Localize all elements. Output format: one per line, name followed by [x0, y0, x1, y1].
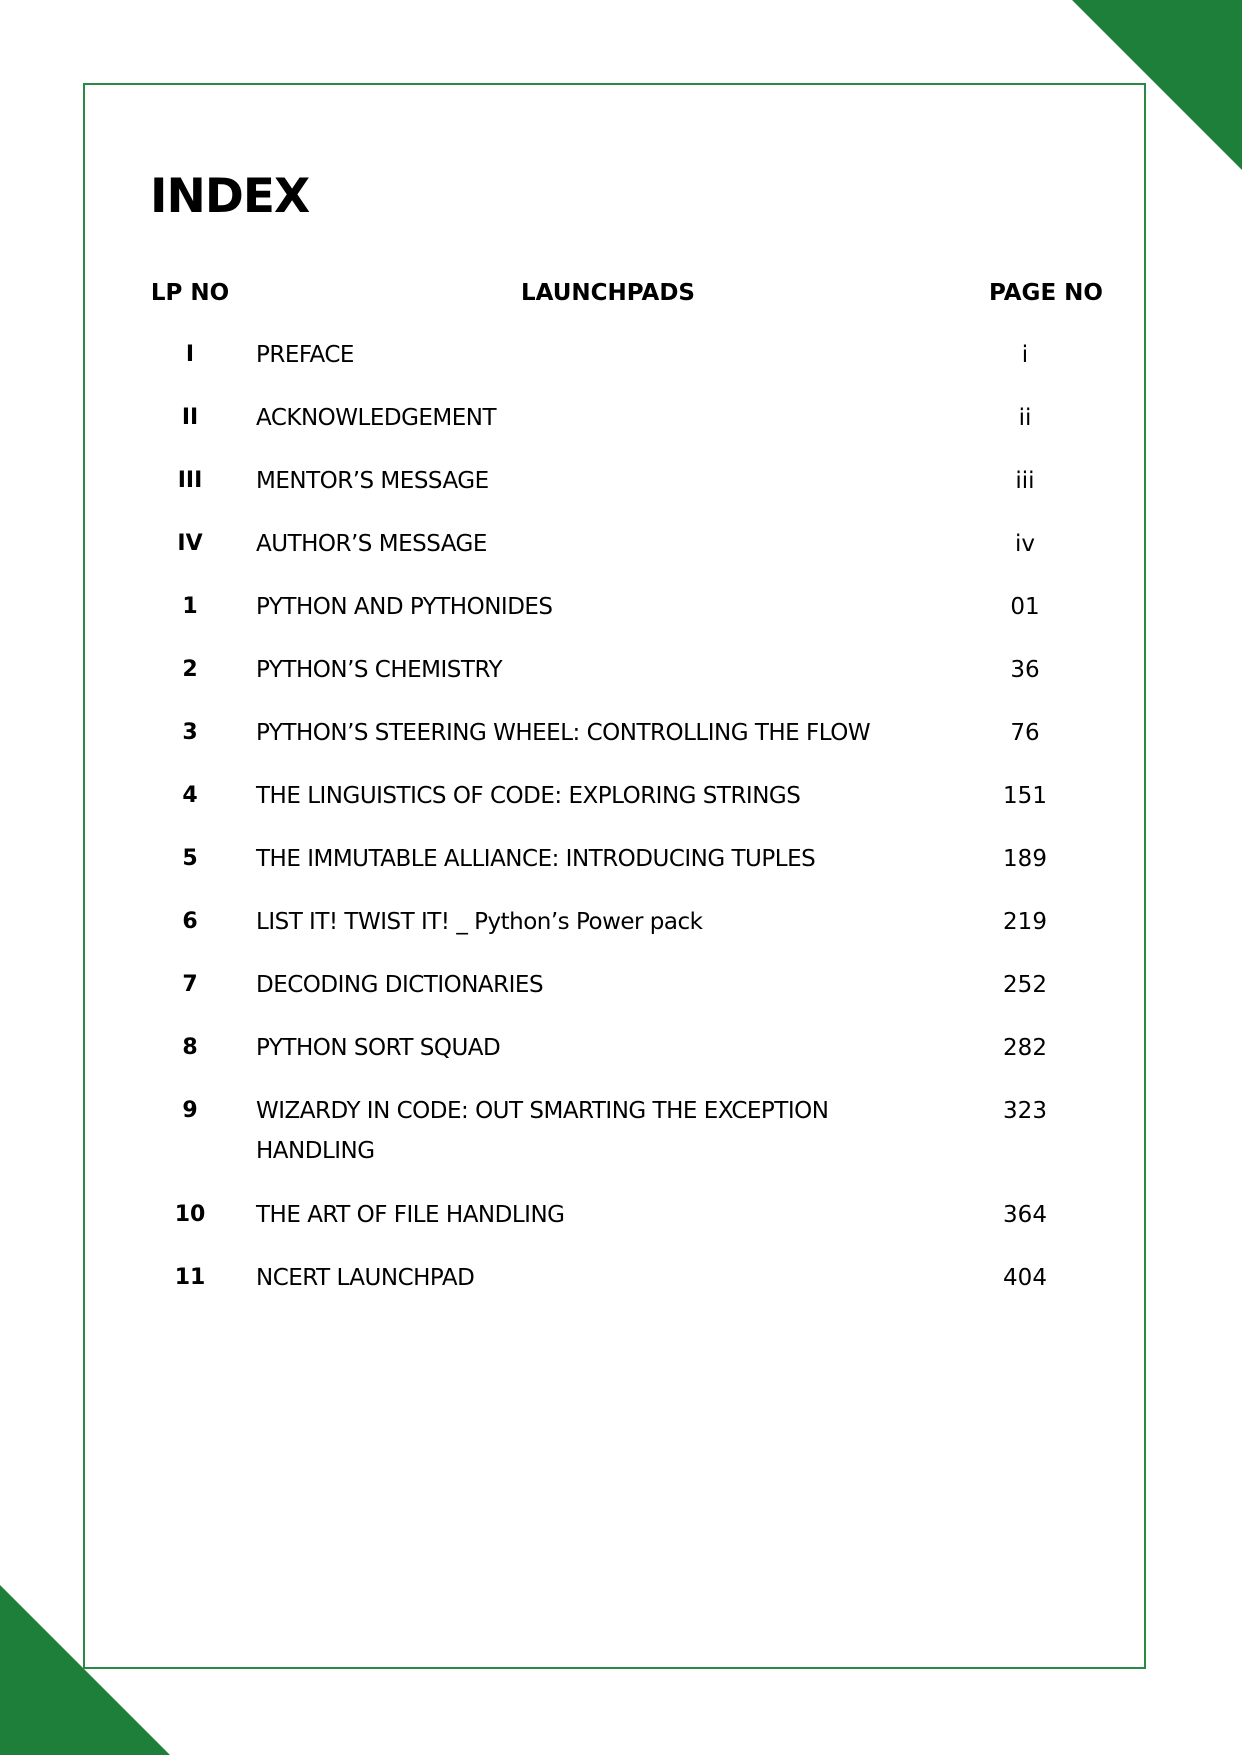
row-lp-no: 5	[182, 846, 198, 871]
table-row	[140, 1017, 1120, 1080]
row-lp-no: 3	[182, 720, 198, 745]
row-lp-no: 8	[182, 1035, 198, 1060]
row-title: DECODING DICTIONARIES	[256, 972, 544, 998]
row-page-no: 151	[1003, 783, 1047, 809]
row-page-no: iv	[1014, 531, 1035, 557]
table-row	[140, 387, 1120, 450]
row-page-no: 219	[1003, 909, 1047, 935]
row-page-no: 323	[1003, 1098, 1047, 1124]
table-row	[140, 1080, 1120, 1184]
table-row	[140, 324, 1120, 387]
row-title: ACKNOWLEDGEMENT	[256, 405, 497, 431]
row-page-no: ii	[1018, 405, 1032, 431]
row-lp-no: 7	[182, 972, 198, 997]
row-title: AUTHOR’S MESSAGE	[256, 531, 487, 557]
table-row	[140, 639, 1120, 702]
row-lp-no: 11	[174, 1265, 206, 1290]
row-title: WIZARDY IN CODE: OUT SMARTING THE EXCEPTION HANDLING	[256, 1098, 829, 1164]
row-title: PYTHON’S CHEMISTRY	[256, 657, 503, 683]
row-page-no: 364	[1003, 1202, 1047, 1228]
row-title: PYTHON SORT SQUAD	[256, 1035, 501, 1061]
table-row	[140, 1247, 1120, 1310]
row-lp-no: 6	[182, 909, 198, 934]
row-page-no: 36	[1010, 657, 1040, 683]
page-title: INDEX	[150, 169, 310, 224]
table-header	[140, 262, 1120, 324]
table-row	[140, 891, 1120, 954]
row-lp-no: 2	[182, 657, 198, 682]
table-row	[140, 954, 1120, 1017]
row-page-no: 01	[1010, 594, 1040, 620]
header-launchpads: LAUNCHPADS	[520, 280, 695, 306]
table-row	[140, 1184, 1120, 1247]
row-page-no: 76	[1010, 720, 1040, 746]
row-lp-no: I	[185, 342, 195, 367]
row-title: NCERT LAUNCHPAD	[256, 1265, 475, 1291]
table-row	[140, 513, 1120, 576]
table-row	[140, 576, 1120, 639]
row-title: PYTHON’S STEERING WHEEL: CONTROLLING THE FLOW	[256, 720, 871, 746]
row-page-no: 189	[1003, 846, 1047, 872]
index-table	[140, 262, 1120, 1310]
row-title: THE IMMUTABLE ALLIANCE: INTRODUCING TUPLES	[256, 846, 816, 872]
row-title: THE ART OF FILE HANDLING	[256, 1202, 565, 1228]
row-lp-no: 4	[182, 783, 198, 808]
row-title: MENTOR’S MESSAGE	[256, 468, 489, 494]
row-page-no: 282	[1003, 1035, 1047, 1061]
row-lp-no: III	[177, 468, 203, 493]
row-title: LIST IT! TWIST IT! _ Python’s Power pack	[256, 909, 703, 935]
row-page-no: iii	[1015, 468, 1035, 494]
table-row	[140, 765, 1120, 828]
row-lp-no: 1	[182, 594, 198, 619]
row-page-no: 404	[1003, 1265, 1047, 1291]
row-title: PREFACE	[256, 342, 354, 368]
table-row	[140, 450, 1120, 513]
row-title: PYTHON AND PYTHONIDES	[256, 594, 553, 620]
row-title: THE LINGUISTICS OF CODE: EXPLORING STRINGS	[256, 783, 801, 809]
table-row	[140, 828, 1120, 891]
row-lp-no: IV	[177, 531, 203, 556]
table-row	[140, 702, 1120, 765]
row-lp-no: II	[181, 405, 199, 430]
row-lp-no: 10	[174, 1202, 206, 1227]
header-lp-no: LP NO	[150, 280, 230, 306]
header-page-no: PAGE NO	[989, 280, 1103, 306]
row-lp-no: 9	[182, 1098, 198, 1123]
row-page-no: 252	[1003, 972, 1047, 998]
row-page-no: i	[1021, 342, 1029, 368]
